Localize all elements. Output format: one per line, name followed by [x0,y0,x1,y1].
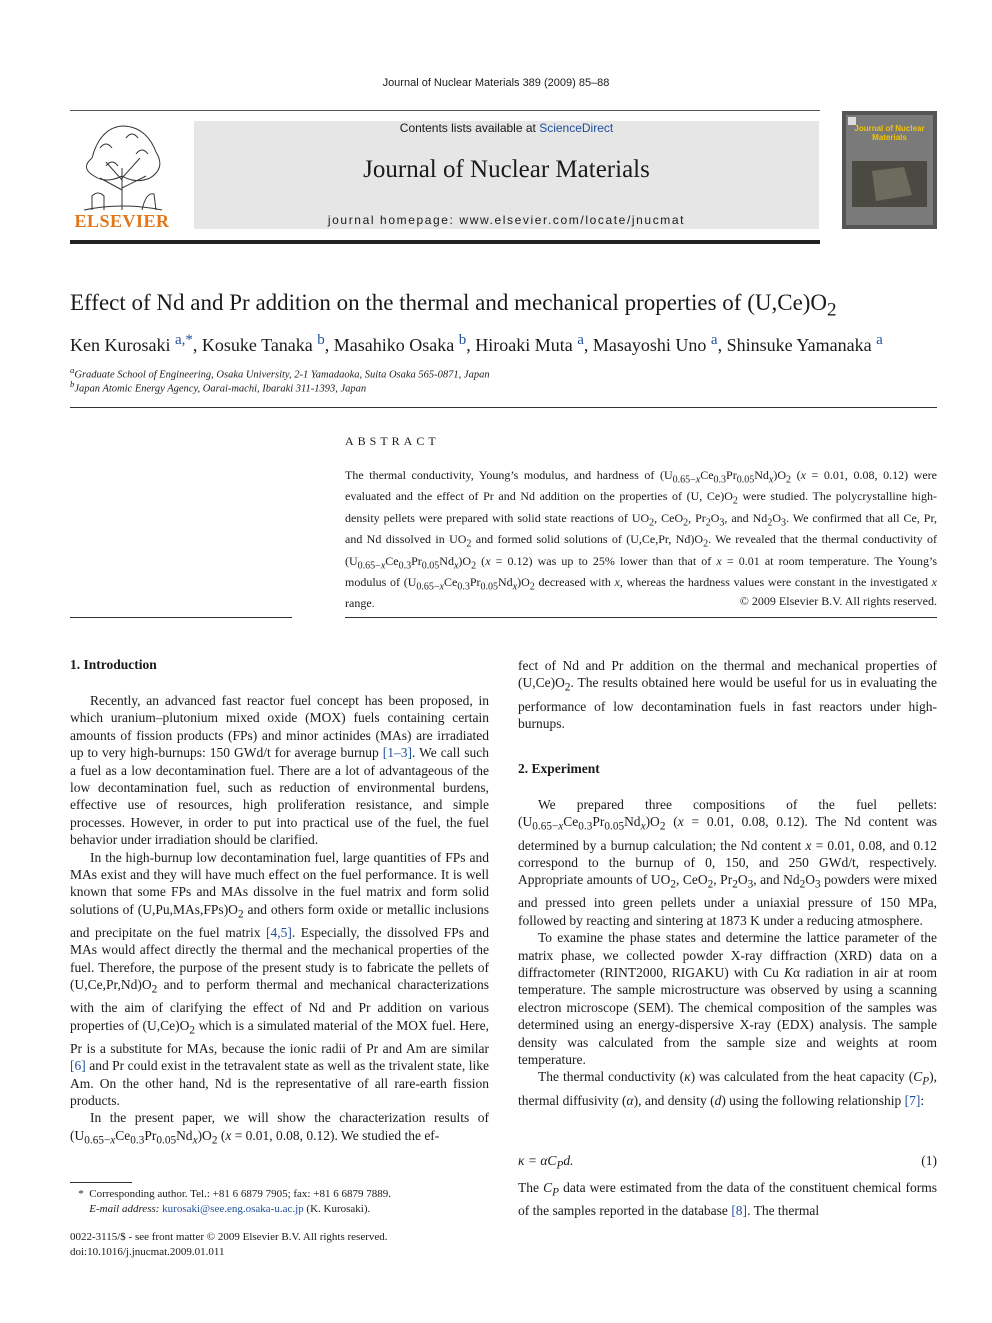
abstract-heading: ABSTRACT [345,434,440,448]
author: Hiroaki Muta [475,335,573,355]
author-affiliation-mark[interactable]: a [577,332,584,348]
paragraph: The $C_P$ data were estimated from the data of the constituent chemical forms of the samples reported in the database [8]. The thermal [518,1180,937,1219]
footnote-line: * Corresponding author. Tel.: +81 6 6879 7905; fax: +81 6 6879 7889. [70,1188,391,1200]
elsevier-wordmark: ELSEVIER [74,211,170,231]
email-owner: (K. Kurosaki). [306,1203,371,1215]
citation-link[interactable]: [1–3] [382,745,412,761]
section-heading-experiment: 2. Experiment [518,761,600,776]
left-column-body [70,692,489,1150]
affiliation-mark: b [70,379,75,389]
header-rule [70,110,820,111]
journal-title: Journal of Nuclear Materials [363,156,650,183]
corresponding-author-footnote [70,1187,490,1217]
contents-line [194,121,819,135]
author-affiliation-mark[interactable]: a [876,332,883,348]
paragraph: Recently, an advanced fast reactor fuel concept has been proposed, in which uranium–plutonium mixed oxide (MOX) fuels containing certain amounts of fission products (FPs) and minor actinides (MAs) are irradiated up to very high-burnups: 150 GWd/t for average burnup [1–3]. We call such a fuel as a low decontamination fuel. There are a lot of advantageous of the low decontamination fuel, such as reduction of environmental burdens, effective use of resources, high proliferation resistance, and simple processes. However, in order to put into practical use of the fuel, the fuel behavior under irradiation should be clarified. [70,693,489,848]
paragraph: The thermal conductivity (κ) was calculated from the heat capacity $(C_P)$, thermal diffusivity (α), and density (d) using the following relationship [7]: [518,1069,938,1108]
right-column-body [518,796,937,1109]
paragraph: In the present paper, we will show the characterization results of $(U_{0.65-x}Ce_{0.3}Pr_{0.05}Nd_x)O_2$ (x = 0.01, 0.08, 0.12). We studied the ef- [70,1110,489,1147]
paragraph: We prepared three compositions of the fuel pellets: $(U_{0.65-x}Ce_{0.3}Pr_{0.05}Nd_x)O_2$ (x = 0.01, 0.08, 0.12). The Nd content was determined by a burnup calculation; the Nd content x = 0.01, 0.08, and 0.12 correspond to the burnup of 0, 150, and 250 GWd/t, respectively. Appropriate amounts of $UO_2$, CeO$_2$, $Pr_2O_3$, and $Nd_2O_3$ powders were mixed and pressed into green pellets under a uniaxial pressure of 150 MPa, followed by reacting and sintering at 1873 K under a reducing atmosphere. [518,797,937,928]
abstract-rule-left [70,617,292,618]
affiliation-text: Graduate School of Engineering, Osaka University, 2-1 Yamadaoka, Suita Osaka 565-0871, Japan [74,369,490,381]
author-affiliation-mark[interactable]: b [317,332,325,348]
author-list: Ken Kurosaki $^{a,*}$, Kosuke Tanaka $^b$, Masahiko Osaka $^b$, Hiroaki Muta $^a$, Masayoshi Uno $^a$, Shinsuke Yamanaka $^a$ [70,332,883,355]
equation-body: κ = αC [518,1153,557,1168]
abstract-body: The thermal conductivity, Young’s modulus, and hardness of $(U_{0.65-x}Ce_{0.3}Pr_{0.05}Nd_x)O_2$ (x = 0.01, 0.08, 0.12) were evaluated and the effect of Pr and Nd addition on the properties of (U, $Ce)O_2$ were studied. The polycrystalline high-density pellets were prepared with solid state reactions of $UO_2$, CeO$_2$, $Pr_2O_3$, and $Nd_2O_3$. We confirmed that all Ce, Pr, and Nd dissolved in $UO_2$ and formed solid solutions of (U,Ce,Pr, $Nd)O_2$. We revealed that the thermal conductivity of $(U_{0.65-x}Ce_{0.3}Pr_{0.05}Nd_x)O_2$ (x = 0.12) was up to 25% lower than that of x = 0.01 at room temperature. The Young’s modulus of $(U_{0.65-x}Ce_{0.3}Pr_{0.05}Nd_x)O_2$ decreased with x, whereas the hardness values were constant in the investigated x range. [345,468,938,611]
email-label: E-mail address: [89,1203,160,1215]
issn-doi-block [70,1230,490,1260]
citation-link[interactable]: [7] [904,1092,921,1108]
right-column-continuation [518,657,937,732]
affiliation-rule [70,407,937,408]
author: Shinsuke Yamanaka [726,335,872,355]
contents-prefix: Contents lists available at [399,121,540,135]
equation-number: (1) [921,1153,937,1168]
paragraph: fect of Nd and Pr addition on the thermal and mechanical properties of $(U,Ce)O_2$. The results obtained here would be useful for us in evaluating the performance of low decontamination fuels in fast reactors under high-burnups. [518,658,937,731]
footnote-email-line [70,1202,490,1217]
author-affiliation-mark[interactable]: b [458,332,467,348]
section-heading-introduction: 1. Introduction [70,657,157,672]
abstract-rule-right [345,617,937,618]
affiliation-b [70,379,770,395]
equation-tail: d. [563,1153,574,1168]
paragraph: In the high-burnup low decontamination fuel, large quantities of FPs and MAs exist and they will have much effect on the fuel performance. It is well known that some FPs and MAs dissolve in the fuel matrix and form solid solutions of $(U,Pu,MAs,FPs)O_2$ and others form oxide or metallic inclusions and precipitate on the fuel matrix [4,5]. Especially, the dissolved FPs and MAs would affect directly the thermal and the mechanical properties of the fuel. Therefore, the purpose of the present study is to fabricate the pellets of $(U,Ce,Pr,Nd)O_2$ and to perform thermal and mechanical characterizations with the aim of clarifying the effect of Nd and Pr addition on various properties of $(U,Ce)O_2$ which is a simulated material of the MOX fuel. Here, Pr is a substitute for MAs, because the ionic radii of Pr and Am are similar [6] and Pr could exist in the tetravalent state as well as the trivalent state, like Am. On the other hand, Nd is the representative of all rare-earth fission products. [70,849,489,1108]
affiliation-text: Japan Atomic Energy Agency, Oarai-machi, Ibaraki 311-1393, Japan [74,383,367,395]
author: Ken Kurosaki [70,335,171,355]
copyright-notice: © 2009 Elsevier B.V. All rights reserved. [739,594,937,608]
author: Kosuke Tanaka [201,335,313,355]
header-thick-rule [70,240,820,244]
author-affiliation-mark[interactable]: a [710,332,718,348]
doi-line[interactable]: doi:10.1016/j.jnucmat.2009.01.011 [70,1246,225,1258]
affiliation-mark: a [70,365,75,375]
sciencedirect-link[interactable]: ScienceDirect [539,121,614,135]
citation-link[interactable]: [4,5] [266,924,292,940]
equation-1: $\kappa = \alpha C_Pd$. (1) [518,1153,937,1172]
email-link[interactable]: kurosaki@see.eng.osaka-u.ac.jp [162,1203,304,1215]
footnote-rule [70,1182,132,1183]
cover-title: Journal of Nuclear Materials [854,124,925,142]
author: Masahiko Osaka [333,335,455,355]
article-title-subscript: 2 [827,299,837,321]
right-column-end [518,1179,937,1220]
article-title-main: Effect of Nd and Pr addition on the thermal and mechanical properties of (U,Ce)O [70,290,828,315]
issn-line: 0022-3115/$ - see front matter © 2009 Elsevier B.V. All rights reserved. [70,1231,388,1243]
journal-homepage[interactable]: journal homepage: www.elsevier.com/locate/jnucmat [327,213,686,227]
author-affiliation-mark[interactable]: a,* [174,332,193,348]
article-title [70,290,940,322]
paragraph: To examine the phase states and determine the lattice parameter of the matrix phase, we collected powder X-ray diffraction (XRD) data on a diffractometer (RINT2000, RIGAKU) with Cu Kα radiation in air at room temperature. The sample microstructure was observed by using a scanning electron microscope (SEM). The chemical composition of the samples was determined using an energy-dispersive X-ray (EDX) analysis. The sample density was calculated from the sample size and weights at room temperature. [518,930,937,1068]
journal-reference: Journal of Nuclear Materials 389 (2009) 85–88 [382,77,610,89]
citation-link[interactable]: [6] [70,1058,86,1074]
citation-link[interactable]: [8] [731,1203,748,1219]
author: Masayoshi Uno [592,335,707,355]
